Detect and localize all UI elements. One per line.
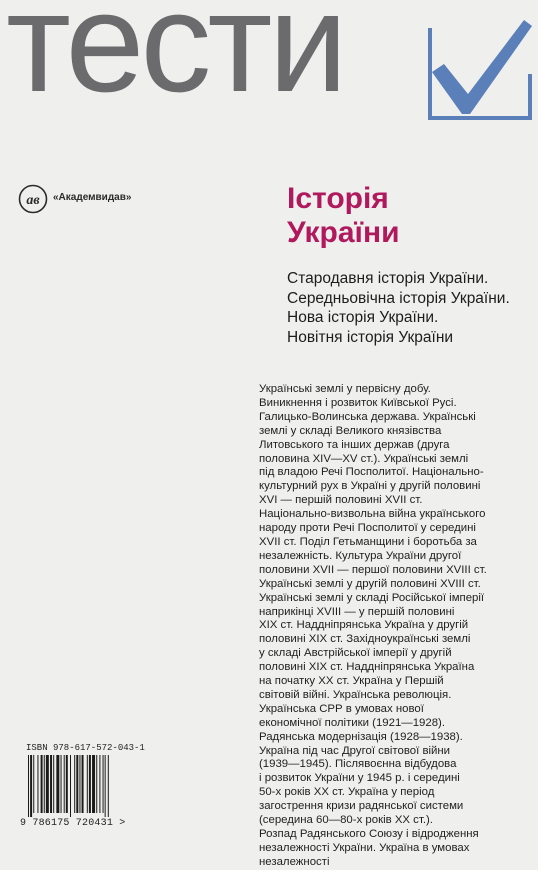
contents-line: економічної політики (1921—1928). — [259, 716, 445, 729]
barcode-icon — [26, 755, 146, 817]
publisher-logo-text: ав — [26, 193, 40, 208]
contents-line: 50-х років XX ст. Україна у період — [259, 786, 435, 799]
barcode-bar — [30, 755, 32, 817]
barcode-bar — [105, 755, 106, 817]
book-title-line: України — [287, 216, 400, 249]
contents-line: Радянська модернізація (1928—1938). — [259, 730, 463, 743]
contents-line: XVI — першій половині XVII ст. — [259, 494, 423, 507]
topic-line: Стародавня історія України. — [287, 270, 489, 287]
barcode-bar — [76, 755, 78, 813]
barcode-bar — [108, 755, 109, 817]
barcode-bar — [82, 755, 84, 813]
contents-line: половині XIX ст. Наддніпрянська Україна — [259, 661, 475, 674]
barcode-bar — [87, 755, 88, 813]
contents-line: половини XVII — першої половини XVIII ст. — [259, 563, 487, 576]
contents-line: незалежності України. Україна в умовах — [259, 841, 470, 854]
topic-line: Середньовічна історія України. — [287, 289, 510, 307]
publisher-name: «Академвидав» — [53, 192, 132, 203]
contents-line: світовій війні. Українська революція. — [259, 688, 452, 701]
contents-line: народу проти Речі Посполитої у середині — [259, 522, 476, 535]
contents-line: половина XIV—XV ст.). Українські землі — [259, 452, 469, 465]
book-title-line: Історія — [287, 182, 389, 215]
barcode-bar — [103, 755, 104, 813]
barcode-bar — [61, 755, 62, 813]
contents-line: Литовського та інших держав (друга — [259, 438, 450, 451]
contents-line: Українські землі у другій половині XVIII ст. — [259, 577, 481, 590]
contents-line: (середина 60—80-х років XX ст.). — [259, 814, 433, 827]
barcode-bar — [96, 755, 97, 813]
contents-line: незалежності — [259, 855, 330, 868]
contents-line: на початку XX ст. Україна у Першій — [259, 675, 444, 688]
contents-line: Українські землі у складі Російської імперії — [259, 591, 485, 604]
barcode-bar — [28, 755, 29, 817]
book-title — [287, 182, 400, 250]
barcode-bar — [99, 755, 100, 813]
barcode-bar — [74, 755, 75, 813]
contents-line: і розвиток України у 1945 р. і середині — [259, 772, 460, 785]
barcode-bar — [37, 755, 38, 813]
barcode-bar — [50, 755, 52, 813]
barcode-bar — [70, 755, 71, 817]
barcode-bar — [66, 755, 68, 813]
barcode-bar — [41, 755, 43, 813]
contents-line: незалежність. Культура України другої — [259, 549, 462, 562]
barcode-digits: 9 786175 720431 > — [20, 818, 126, 829]
contents-line: Розпад Радянського Союзу і відродження — [259, 828, 479, 840]
publisher-logo — [18, 184, 48, 214]
topic-line: Новітня історія України — [287, 328, 454, 346]
isbn-label: ISBN 978-617-572-043-1 — [26, 743, 145, 753]
contents-line: під владою Речі Посполитої. Національно- — [259, 466, 484, 479]
checkbox-check-icon — [422, 14, 538, 126]
contents-line: Виникнення і розвиток Київської Русі. — [259, 396, 457, 409]
contents-line: (1939—1945). Післявоєнна відбудова — [259, 758, 457, 771]
series-title: тести — [6, 0, 344, 122]
barcode-bar — [92, 755, 95, 813]
contents-line: Українська СРР в умовах нової — [259, 702, 424, 715]
contents-line: Галицько-Волинська держава. Українські — [259, 410, 476, 423]
contents-line: XVII ст. Поділ Гетьманщини і боротьба за — [259, 535, 477, 548]
barcode-bar — [44, 755, 45, 813]
contents-line: культурний рух в Україні у другій половині — [259, 480, 481, 493]
contents-line: половині XIX ст. Західноукраїнські землі — [259, 633, 471, 646]
contents-line: Україна під час Другої світової війни — [259, 744, 451, 757]
contents-line: у складі Австрійської імперії у другій — [259, 647, 452, 660]
contents-line: Національно-визвольна війна українського — [259, 508, 486, 521]
barcode-bar — [53, 755, 54, 813]
barcode-bar — [33, 755, 34, 813]
contents-line: загострення кризи радянської системи — [259, 800, 464, 813]
contents-line: XIX ст. Наддніпрянська Україна у другій — [259, 619, 469, 632]
contents-line: землі у складі Великого князівства — [259, 424, 442, 437]
topic-line: Нова історія України. — [287, 309, 439, 326]
contents-line: наприкінці XVIII — у першій половині — [259, 605, 455, 618]
topics-list — [287, 269, 510, 347]
barcode-bar — [64, 755, 65, 813]
contents-line: Українські землі у первісну добу. — [259, 383, 431, 395]
barcode-bar — [56, 755, 59, 813]
barcode-bar — [79, 755, 80, 813]
barcode-bar — [46, 755, 49, 813]
contents-paragraph — [259, 383, 535, 870]
barcode-bar — [89, 755, 91, 813]
